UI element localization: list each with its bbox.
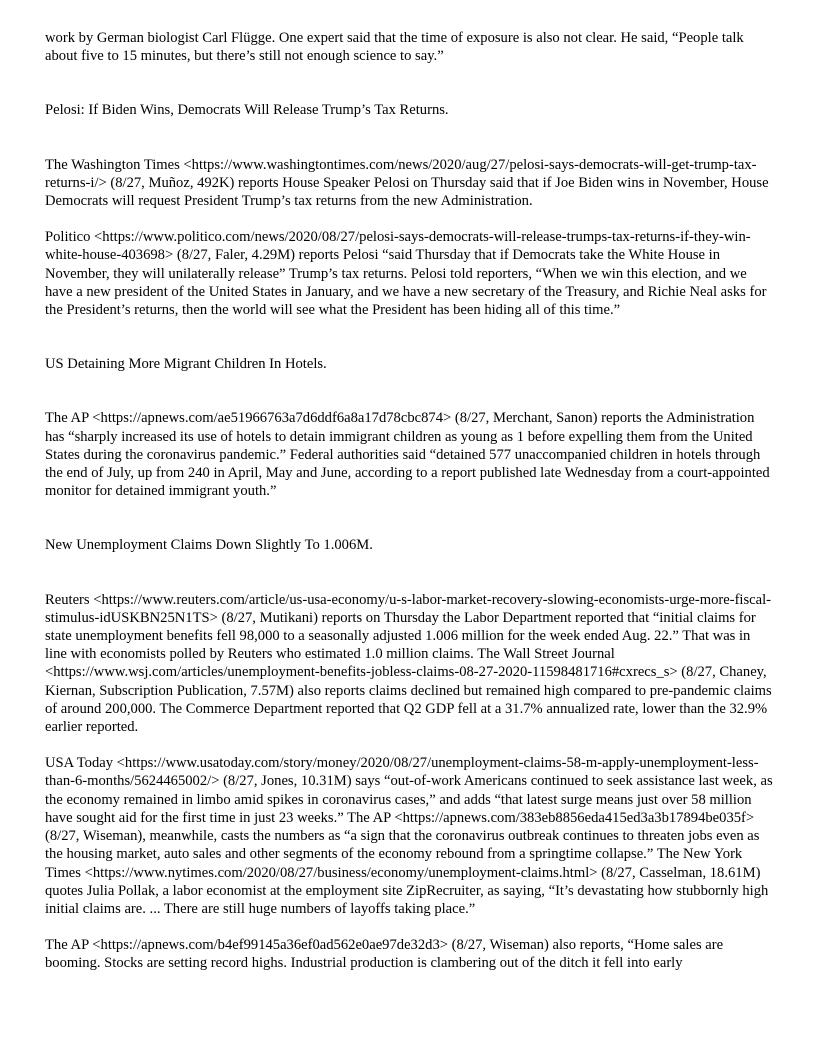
paragraph-ap-home-sales: The AP <https://apnews.com/b4ef99145a36ef0ad562e0ae97de32d3> (8/27, Wiseman) also reports, “Home sales are booming. Stocks are setting record highs. Industrial production is clambering out of the ditch it fell into early bbox=[45, 937, 724, 972]
paragraph-continuation: work by German biologist Carl Flügge. One expert said that the time of exposure is also not clear. He said, “People talk about five to 15 minutes, but there’s still not enough science to say.” bbox=[45, 30, 744, 65]
paragraph-usa-today: USA Today <https://www.usatoday.com/story/money/2020/08/27/unemployment-claims-58-m-apply-unemployment-less-than-6-months/5624465002/> (8/27, Jones, 10.31M) says “out-of-work Americans continued to seek assistance last week, as the economy remained in limbo amid spikes in coronavirus cases,” and adds “that latest surge means just over 58 million have sought aid for the first time in just 23 weeks.” The AP <https://apnews.com/383eb8856eda415ed3a3b17894be035f> (8/27, Wiseman), meanwhile, casts the numbers as “a sign that the coronavirus outbreak continues to threaten jobs even as the housing market, auto sales and other segments of the economy rebound from a springtime collapse.” The New York Times <https://www.nytimes.com/2020/08/27/business/economy/unemployment-claims.html> (8/27, Casselman, 18.61M) quotes Julia Pollak, a labor economist at the employment site ZipRecruiter, as saying, “It’s devastating how stubbornly high initial claims are. ... There are still huge numbers of layoffs taking place.” bbox=[45, 755, 773, 917]
paragraph-washington-times: The Washington Times <https://www.washingtontimes.com/news/2020/aug/27/pelosi-says-democrats-will-get-trump-tax-returns-i/> (8/27, Muñoz, 492K) reports House Speaker Pelosi on Thursday said that if Joe Biden wins in November, House Democrats will request President Trump’s tax returns from the new Administration. bbox=[45, 156, 769, 210]
document-page bbox=[45, 29, 775, 973]
paragraph-ap-migrant: The AP <https://apnews.com/ae51966763a7d6ddf6a8a17d78cbc874> (8/27, Merchant, Sanon) reports the Administration has “sharply increased its use of hotels to detain immigrant children as young as 1 before expelling them from the United States during the coronavirus pandemic.” Federal authorities said “detained 577 unaccompanied children in hotels through the end of July, up from 240 in April, May and June, according to a report published late Wednesday from a court-appointed monitor for detained immigrant youth.” bbox=[45, 410, 770, 500]
headline-migrant-children: US Detaining More Migrant Children In Hotels. bbox=[45, 356, 327, 373]
paragraph-politico: Politico <https://www.politico.com/news/2020/08/27/pelosi-says-democrats-will-release-trumps-tax-returns-if-they-win-white-house-403698> (8/27, Faler, 4.29M) reports Pelosi “said Thursday that if Democrats take the White House in November, they will unilaterally release” Trump’s tax returns. Pelosi told reporters, “When we win this election, and we have a new president of the United States in January, and we have a new secretary of the Treasury, and Richie Neal asks for the President’s returns, then the world will see what the President has been hiding all of this time.” bbox=[45, 229, 767, 319]
headline-unemployment-claims: New Unemployment Claims Down Slightly To 1.006M. bbox=[45, 537, 373, 554]
headline-pelosi-tax-returns: Pelosi: If Biden Wins, Democrats Will Release Trump’s Tax Returns. bbox=[45, 102, 449, 119]
paragraph-reuters: Reuters <https://www.reuters.com/article/us-usa-economy/u-s-labor-market-recovery-slowing-economists-urge-more-fiscal-stimulus-idUSKBN25N1TS> (8/27, Mutikani) reports on Thursday the Labor Department reported that “initial claims for state unemployment benefits fell 98,000 to a seasonally adjusted 1.006 million for the week ended Aug. 22.” That was in line with economists polled by Reuters who estimated 1.0 million claims. The Wall Street Journal <https://www.wsj.com/articles/unemployment-benefits-jobless-claims-08-27-2020-11598481716#cxrecs_s> (8/27, Chaney, Kiernan, Subscription Publication, 7.57M) also reports claims declined but remained high compared to pre-pandemic claims of around 200,000. The Commerce Department reported that Q2 GDP fell at a 31.7% annualized rate, lower than the 32.9% earlier reported. bbox=[45, 591, 772, 736]
